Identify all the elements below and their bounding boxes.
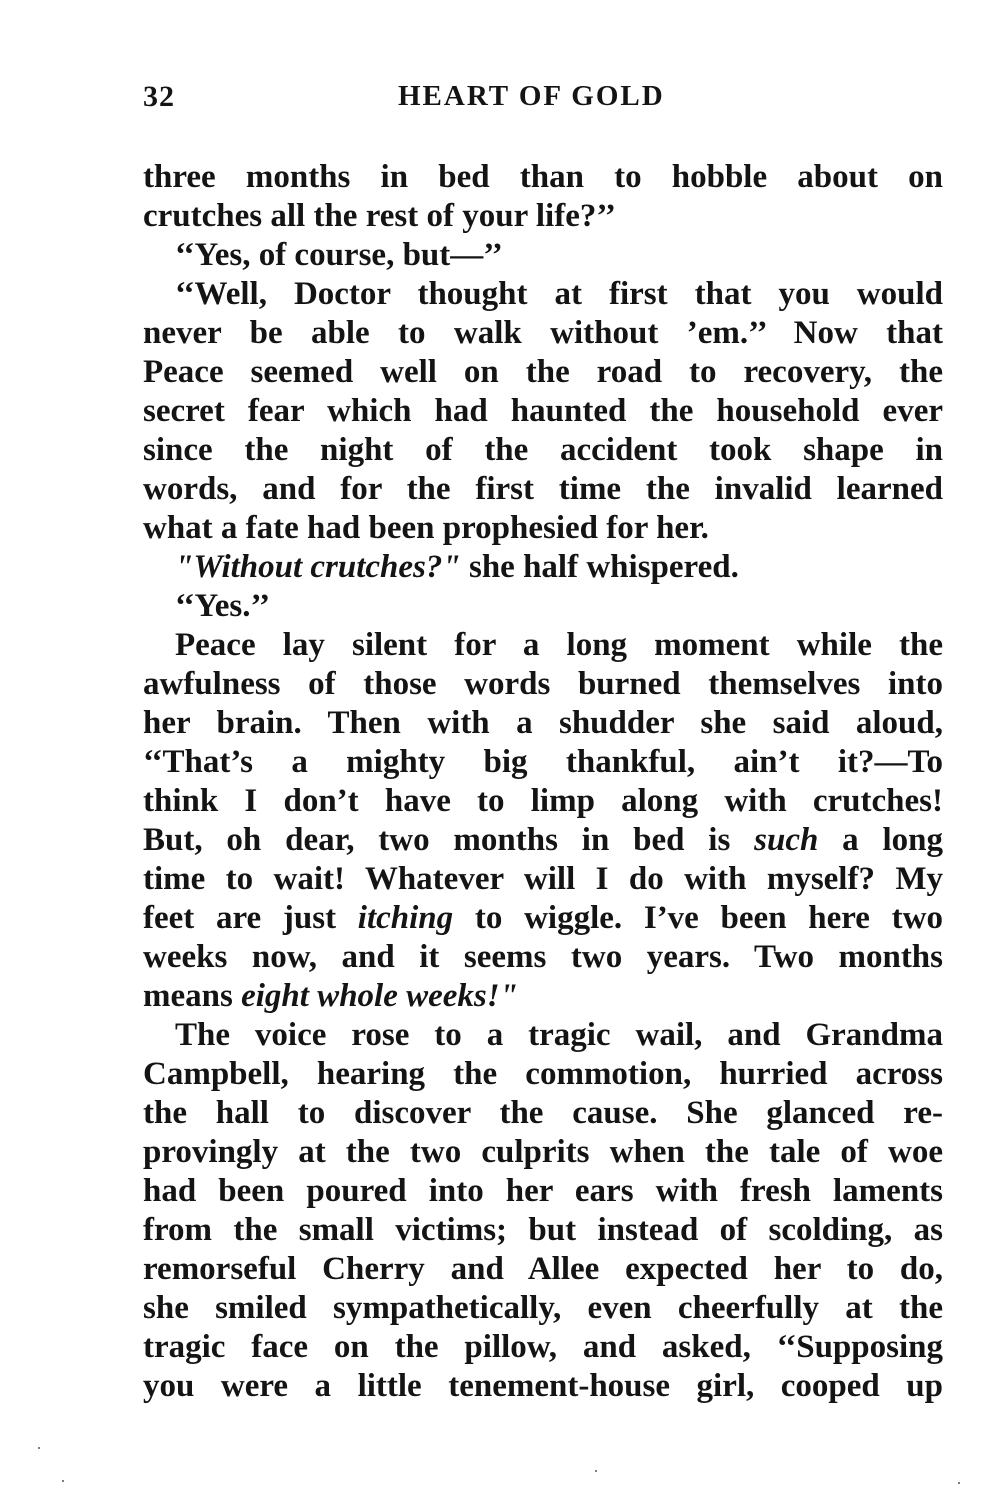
text-run: secret fear which had haunted the household ever — [143, 393, 943, 429]
text-run: her brain. Then with a shudder she said aloud, — [143, 705, 943, 741]
page-header — [143, 80, 943, 120]
text-run: time to wait! Whatever will I do with myself? My — [143, 861, 943, 897]
print-speck — [958, 1482, 960, 1484]
text-run: she half whispered. — [460, 549, 739, 585]
text-run: means — [143, 978, 242, 1014]
text-run: ‘‘Well, Doctor thought at first that you would — [175, 276, 943, 312]
text-line — [143, 1055, 943, 1094]
text-run: tragic face on the pillow, and asked, ‘‘Supposing — [143, 1329, 943, 1365]
text-run: since the night of the accident took shape in — [143, 432, 943, 468]
print-speck — [595, 1470, 597, 1472]
text-run: feet are just — [143, 900, 358, 936]
text-line — [143, 587, 943, 626]
text-line — [143, 353, 943, 392]
text-run: she smiled sympathetically, even cheerfully at the — [143, 1290, 943, 1326]
text-line — [143, 1211, 943, 1250]
text-run: The voice rose to a tragic wail, and Grandma — [175, 1017, 943, 1053]
text-run: from the small victims; but instead of scolding, as — [143, 1212, 943, 1248]
italic-text: "Without crutches?" — [175, 549, 461, 585]
text-line — [143, 275, 943, 314]
text-run: three months in bed than to hobble about on — [143, 159, 943, 195]
text-line — [143, 158, 943, 197]
text-run: Campbell, hearing the commotion, hurried across — [143, 1056, 943, 1092]
text-line — [143, 392, 943, 431]
text-line — [143, 1250, 943, 1289]
text-run: ‘‘Yes, of course, but—’’ — [175, 237, 503, 273]
text-line — [143, 470, 943, 509]
text-run: to wiggle. I’ve been here two — [453, 900, 943, 936]
text-run: the hall to discover the cause. She glanced re- — [143, 1095, 943, 1131]
text-line — [143, 236, 943, 275]
text-line — [143, 938, 943, 977]
text-line — [143, 626, 943, 665]
text-run: provingly at the two culprits when the tale of woe — [143, 1134, 943, 1170]
text-run: had been poured into her ears with fresh laments — [143, 1173, 943, 1209]
print-speck — [62, 1480, 64, 1482]
page-number: 32 — [143, 80, 175, 113]
text-run: Peace seemed well on the road to recovery, the — [143, 354, 943, 390]
text-line — [143, 197, 943, 236]
italic-text: such — [754, 822, 819, 858]
text-run: weeks now, and it seems two years. Two months — [143, 939, 943, 975]
text-line — [143, 860, 943, 899]
text-line — [143, 1016, 943, 1055]
text-line — [143, 704, 943, 743]
text-line — [143, 314, 943, 353]
text-run: you were a little tenement-house girl, cooped up — [143, 1368, 943, 1404]
text-run: words, and for the first time the invalid learned — [143, 471, 943, 507]
text-line — [143, 899, 943, 938]
text-run: remorseful Cherry and Allee expected her to do, — [143, 1251, 943, 1287]
text-line — [143, 821, 943, 860]
text-line — [143, 1133, 943, 1172]
text-line — [143, 1328, 943, 1367]
text-run: a long — [818, 822, 943, 858]
text-run: But, oh dear, two months in bed is — [143, 822, 755, 858]
text-line — [143, 743, 943, 782]
text-line — [143, 509, 943, 548]
text-run: ‘‘That’s a mighty big thankful, ain’t it?—To — [143, 744, 943, 780]
text-run: Peace lay silent for a long moment while the — [175, 627, 943, 663]
text-line — [143, 1367, 943, 1406]
text-line — [143, 431, 943, 470]
text-run: awfulness of those words burned themselves into — [143, 666, 943, 702]
running-head: HEART OF GOLD — [398, 80, 665, 112]
text-run: what a fate had been prophesied for her. — [143, 510, 709, 546]
text-run: never be able to walk without ’em.’’ Now that — [143, 315, 943, 351]
text-line — [143, 977, 943, 1016]
text-run: think I don’t have to limp along with crutches! — [143, 783, 943, 819]
body-text — [143, 158, 943, 1406]
text-line — [143, 665, 943, 704]
text-line — [143, 548, 943, 587]
text-line — [143, 1094, 943, 1133]
text-line — [143, 1172, 943, 1211]
italic-text: eight whole weeks!" — [241, 978, 518, 1014]
text-line — [143, 1289, 943, 1328]
italic-text: itching — [357, 900, 454, 936]
text-run: crutches all the rest of your life?’’ — [143, 198, 616, 234]
print-speck — [38, 1447, 40, 1449]
text-line — [143, 782, 943, 821]
text-run: ‘‘Yes.’’ — [175, 588, 270, 624]
